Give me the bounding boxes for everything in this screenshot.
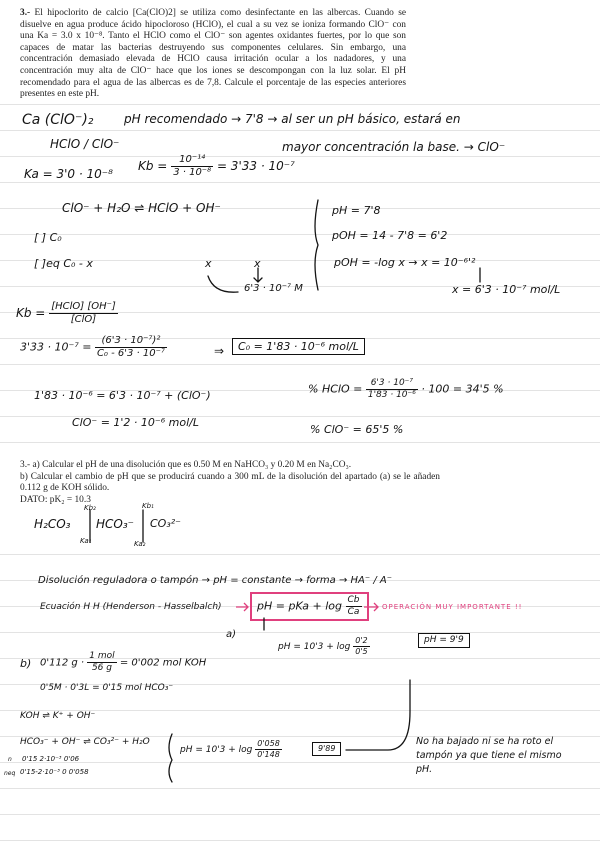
w2-hh-fraction bbox=[346, 596, 362, 617]
w1-x-hclo: x bbox=[205, 257, 212, 270]
w2-b-fraction bbox=[87, 652, 116, 673]
w2-b-hco3: 0'5M · 0'3L = 0'15 mol HCO₃⁻ bbox=[40, 683, 174, 693]
w2-b-num: 1 mol bbox=[89, 651, 115, 661]
w1-kb-fraction bbox=[171, 155, 213, 178]
w1-kb-den: 3 · 10⁻⁸ bbox=[173, 167, 212, 178]
pink-arrow bbox=[236, 603, 248, 611]
w2-conclusion-note: No ha bajado ni se ha roto el tampón ya que tiene el mismo pH. bbox=[416, 736, 562, 775]
w2-hh-left: pH = pKa + log bbox=[257, 599, 342, 613]
w2-ph-a-boxed: pH = 9'9 bbox=[418, 633, 470, 648]
w1-ka: Ka = 3'0 · 10⁻⁸ bbox=[24, 167, 113, 181]
w2-koh: KOH ⇌ K⁺ + OH⁻ bbox=[20, 711, 96, 721]
w2-calc-b-left: pH = 10'3 + log bbox=[180, 745, 253, 755]
w1-sub-num: (6'3 · 10⁻⁷)² bbox=[95, 336, 167, 348]
problem-2-dato: DATO: pK₂ = 10.3 bbox=[20, 494, 91, 505]
w1-kb-calc bbox=[138, 155, 295, 178]
w2-row-n: 0'15 2·10⁻³ 0'06 bbox=[22, 755, 80, 763]
w1-pct-fraction bbox=[366, 379, 418, 400]
w2-equation-label: Ecuación H H (Henderson - Hasselbalch) bbox=[40, 602, 222, 612]
w1-x-result: x = 6'3 · 10⁻⁷ mol/L bbox=[452, 283, 561, 296]
w1-poh: pOH = 14 - 7'8 = 6'2 bbox=[332, 229, 448, 242]
w1-sub-left: 3'33 · 10⁻⁷ = bbox=[20, 340, 92, 354]
w1-implies-arrow: ⇒ bbox=[214, 344, 225, 358]
problem-2-a: 3.- a) Calcular el pH de una disolución que es 0.50 M en NaHCO₃ y 0.20 M en Na₂CO₃. bbox=[20, 460, 352, 470]
w2-important-note: OPERACIÓN MUY IMPORTANTE !! bbox=[382, 603, 523, 611]
w1-pct-hclo bbox=[308, 379, 504, 400]
w1-balance-1: 1'83 · 10⁻⁶ = 6'3 · 10⁻⁷ + (ClO⁻) bbox=[34, 389, 211, 402]
w2-row-n-label: n bbox=[8, 756, 12, 763]
w1-kb-expr-den: [ClO] bbox=[70, 314, 97, 325]
w1-kb-result: = 3'33 · 10⁻⁷ bbox=[216, 159, 295, 173]
w1-pair: HClO / ClO⁻ bbox=[50, 137, 120, 151]
w2-reaction: HCO₃⁻ + OH⁻ ⇌ CO₃²⁻ + H₂O bbox=[20, 737, 150, 747]
w1-equilibrium-row: [ ]eq C₀ - x bbox=[34, 257, 93, 270]
w1-x-value: 6'3 · 10⁻⁷ M bbox=[244, 283, 303, 294]
w2-calc-a-left: pH = 10'3 + log bbox=[278, 642, 351, 652]
w2-row-neq: 0'15-2·10⁻³ 0 0'058 bbox=[20, 768, 89, 776]
w2-b-result: = 0'002 mol KOH bbox=[119, 657, 207, 669]
w2-part-a-label: a) bbox=[226, 629, 237, 640]
brace-b bbox=[169, 734, 172, 782]
w2-calc-b bbox=[180, 740, 282, 759]
w2-hh-num: Cb bbox=[347, 595, 360, 605]
w1-poh-log: pOH = -log x → x = 10⁻⁶'² bbox=[334, 256, 476, 269]
w1-pct-clo: % ClO⁻ = 65'5 % bbox=[310, 423, 404, 436]
w2-ka1: Ka₁ bbox=[80, 537, 92, 545]
w1-kb-num: 10⁻¹⁴ bbox=[171, 155, 213, 167]
w1-x-oh: x bbox=[254, 257, 261, 270]
brace-ph-block bbox=[315, 200, 318, 290]
w2-hh-den: Ca bbox=[347, 607, 360, 617]
w1-reaction: ClO⁻ + H₂O ⇌ HClO + OH⁻ bbox=[62, 201, 221, 215]
w1-ph-recommended: pH recomendado → 7'8 → al ser un pH básico, estará en bbox=[124, 112, 461, 126]
w2-row-neq-label: neq bbox=[4, 770, 16, 777]
w2-b-mass-value: 0'112 g · bbox=[40, 657, 85, 669]
w1-kb-label: Kb = bbox=[138, 159, 168, 173]
w1-pct-den: 1'83 · 10⁻⁶ bbox=[367, 390, 416, 400]
w2-co3: CO₃²⁻ bbox=[150, 517, 181, 530]
w2-kb2: Kb₂ bbox=[84, 504, 96, 512]
w2-calc-a bbox=[278, 637, 370, 656]
problem-2-statement bbox=[20, 460, 440, 506]
w1-sub-fraction bbox=[95, 336, 167, 359]
arrow-x-down bbox=[254, 268, 262, 282]
w1-kb-expr-num: [HClO] [OH⁻] bbox=[51, 301, 116, 312]
w1-initial-row: [ ] C₀ bbox=[34, 231, 62, 244]
w2-ka2: Ka₂ bbox=[134, 540, 146, 548]
w2-calc-a-num: 0'2 bbox=[355, 636, 368, 645]
w2-henderson-boxed bbox=[250, 592, 369, 621]
w1-base-higher: mayor concentración la base. → ClO⁻ bbox=[282, 140, 506, 154]
problem-1-number: 3.- bbox=[20, 8, 31, 18]
arrow-x-curve bbox=[208, 276, 238, 292]
w2-b-den: 56 g bbox=[91, 663, 112, 673]
w1-sub-den: C₀ - 6'3 · 10⁻⁷ bbox=[96, 348, 165, 359]
w2-calc-b-num: 0'058 bbox=[257, 739, 280, 748]
w2-hco3: HCO₃⁻ bbox=[96, 517, 134, 531]
problem-1-text: El hipoclorito de calcio [Ca(ClO)2] se utiliza como desinfectante en las albercas. Cuando se disuelve en agua produce ácido hipocloroso (HClO), el cual a su vez se ioniza formando ClO⁻ con una Ka = 3.0 x 10⁻⁸. Tanto el HClO como el ClO⁻ son agentes oxidantes fuertes, por lo que son capaces de matar las bacterias destruyendo sus componentes celulares. Sin embargo, una concentración demasiado elevada de HClO causa irritación ocular a los nadadores, y una concentración muy alta de ClO⁻ hace que los iones se descompongan con la luz solar. El pH recomendado para el agua de las albercas es de 7,8. Calcule el porcentaje de las especies anteriores presentes en este pH. bbox=[20, 8, 406, 100]
w2-b-mass bbox=[40, 652, 206, 673]
w2-calc-a-den: 0'5 bbox=[355, 647, 368, 656]
w1-substitution bbox=[20, 336, 167, 359]
w2-h2co3: H₂CO₃ bbox=[34, 517, 71, 531]
w1-kb-expr-label: Kb = bbox=[16, 306, 46, 320]
w1-pct-num: 6'3 · 10⁻⁷ bbox=[366, 379, 418, 390]
w2-calc-a-fraction bbox=[353, 637, 369, 656]
w2-buffer: Disolución reguladora o tampón → pH = constante → forma → HA⁻ / A⁻ bbox=[38, 575, 393, 586]
w1-kb-expr-fraction bbox=[49, 302, 118, 325]
w1-species: Ca (ClO⁻)₂ bbox=[22, 112, 94, 128]
w2-ph-b-boxed: 9'89 bbox=[312, 742, 341, 756]
w1-c0-boxed: C₀ = 1'83 · 10⁻⁶ mol/L bbox=[232, 338, 365, 355]
w1-kb-expression bbox=[16, 302, 118, 325]
problem-2-b: b) Calcular el cambio de pH que se producirá cuando a 300 mL de la disolución del apartado (a) se le añaden 0.112 g de KOH sólido. bbox=[20, 471, 440, 494]
w2-calc-b-den: 0'148 bbox=[257, 750, 280, 759]
w2-part-b-label: b) bbox=[20, 657, 32, 670]
w1-balance-2: ClO⁻ = 1'2 · 10⁻⁶ mol/L bbox=[72, 416, 199, 429]
w1-pct-hclo-result: · 100 = 34'5 % bbox=[421, 382, 504, 396]
problem-1-statement bbox=[20, 8, 406, 101]
w2-kb1: Kb₁ bbox=[142, 502, 154, 510]
w1-pct-hclo-label: % HClO = bbox=[308, 382, 363, 396]
w2-calc-b-fraction bbox=[255, 740, 282, 759]
w1-ph: pH = 7'8 bbox=[332, 204, 381, 217]
arrow-to-note bbox=[346, 680, 410, 750]
